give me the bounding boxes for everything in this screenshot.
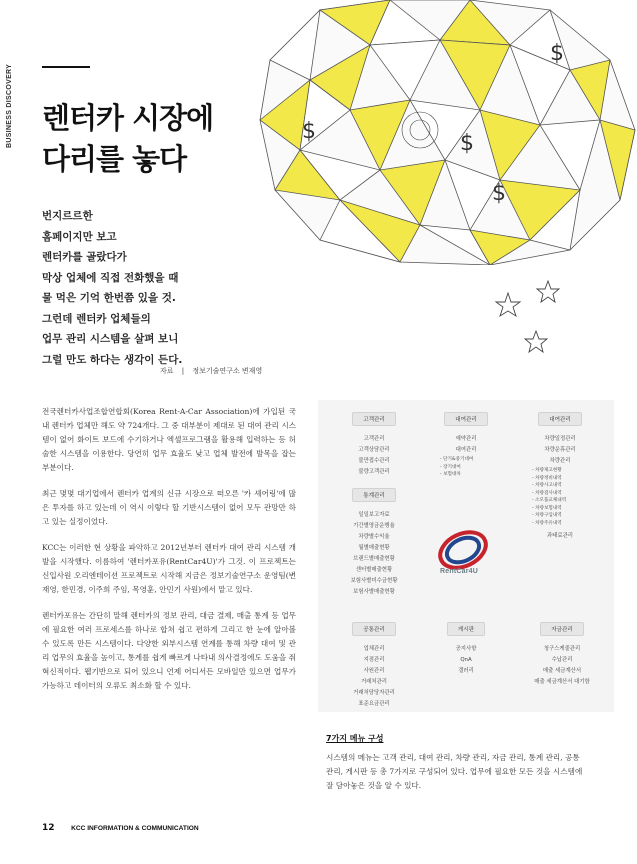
menu-group-customer	[334, 412, 414, 478]
lead-line: 홈페이지만 보고	[42, 230, 117, 243]
menu-item: 사원관리	[363, 668, 385, 674]
menu-group-board	[426, 622, 506, 677]
section-label-text: BUSINESS DISCOVERY	[6, 63, 13, 148]
svg-text:$: $	[302, 119, 316, 144]
menu-subitem: - 차량정비내역	[532, 475, 562, 481]
menu-subitem: - 소모품교체내역	[532, 498, 567, 503]
section-label	[4, 30, 18, 150]
menu-subitem: - 차량사고내역	[532, 483, 562, 488]
menu-subitem: - 단기&중기대여	[440, 457, 474, 462]
menu-item: 월별매출현황	[358, 545, 390, 551]
lead-line: 번지르르한	[42, 210, 93, 222]
lead-line: 막상 업체에 직접 전화했을 때	[42, 271, 179, 284]
menu-item: 표준요금관리	[358, 701, 390, 707]
article-credit	[160, 366, 340, 376]
credit-separator: |	[181, 367, 185, 375]
menu-item: 차량관리	[549, 458, 571, 464]
svg-text:$: $	[492, 181, 506, 206]
body-paragraph: KCC는 이러한 현 상황을 파악하고 2012년부터 렌터카 대여 관리 시스템 개발을 시작했다. 이름하여 '렌터카포유(RentCar4U)'가 그것. 이 프로젝트는 신입사원 오리엔테이션 프로젝트로 시작해 지금은 정보기술연구소 운영팀(변재영, 한민경, 이주희 주임, 목영훈, 안민기 사원)에서 맡고 있다.	[42, 543, 296, 594]
menu-item: 불량고객관리	[358, 469, 390, 475]
title-line-2: 다리를 놓다	[42, 142, 187, 176]
menu-group-common	[334, 622, 414, 710]
menu-item: 지점관리	[363, 657, 385, 663]
menu-item: 차량운휴관리	[544, 447, 576, 453]
menu-item: 과태료관리	[546, 533, 574, 539]
caption-text: 시스템의 메뉴는 고객 관리, 대여 관리, 차량 관리, 자금 관리, 통계 관리, 공통 관리, 게시판 등 총 7가지로 구성되어 있다. 업무에 필요한 모든 것을 시스템에 잘 담아놓은 것을 알 수 있다.	[326, 753, 583, 790]
menu-group-vehicle	[518, 412, 602, 542]
menu-item: 청구스케줄관리	[543, 646, 581, 652]
menu-group-head: 고객관리	[352, 412, 396, 426]
lead-line: 그런데 렌터카 업체들의	[42, 312, 151, 325]
credit-source: 정보기술연구소 변재영	[192, 367, 263, 375]
menu-item: 일일보고자료	[358, 512, 390, 518]
magazine-name: KCC INFORMATION & COMMUNICATION	[71, 825, 199, 832]
menu-item: 차량일정관리	[544, 436, 576, 442]
lead-line: 그럴 만도 하다는 생각이 든다.	[42, 353, 183, 366]
menu-group-head: 대여관리	[444, 412, 488, 426]
menu-item: 불만접수관리	[358, 458, 390, 464]
menu-item: 거래처담당자관리	[353, 690, 395, 696]
menu-item: 공지사항	[455, 646, 477, 652]
menu-item: 대여관리	[455, 447, 477, 453]
menu-subitem: - 차량제고현황	[532, 468, 562, 473]
decorative-stars	[490, 275, 570, 365]
menu-group-head: 게시판	[447, 622, 485, 636]
credit-label: 자료	[160, 367, 174, 375]
menu-subitem: - 보험대차	[440, 472, 461, 477]
menu-item: 보험사별매출현황	[353, 589, 395, 595]
menu-item: QnA	[460, 657, 472, 663]
lead-paragraph	[42, 206, 282, 370]
menu-group-head: 자금관리	[540, 622, 584, 636]
title-rule	[42, 66, 90, 68]
body-paragraph: 최근 몇몇 대기업에서 렌터카 업계의 신규 시장으로 떠오른 '카 셰어링'에 많은 투자를 하고 있는데 이 역시 이렇다 할 기반시스템이 없어 모두 관망만 하고 있는 실정이었다.	[42, 489, 296, 526]
menu-group-head: 공통관리	[352, 622, 396, 636]
menu-subitem: - 차량보험내역	[532, 505, 562, 511]
menu-group-head: 대여관리	[538, 412, 582, 426]
menu-group-head: 통계관리	[352, 488, 396, 502]
page-footer	[42, 823, 199, 833]
menu-group-rental	[426, 412, 506, 479]
lead-line: 렌터카를 골랐다가	[42, 251, 127, 263]
menu-item: 보험사별미수금현황	[350, 578, 398, 584]
body-paragraph: 렌터카포유는 간단히 말해 렌터카의 정보 관리, 대금 결제, 매출 통계 등 업무에 필요한 여러 프로세스를 하나로 합쳐 쉽고 편하게 그리고 한 눈에 알아볼 수 있도록 만든 시스템이다. 다양한 외부시스템 연계를 통해 차량 대여 및 관리 업무의 효율을 높이고, 통계를 쉽게 빠르게 나타내 의사결정에도 도움을 줘 혁신적이다. 웹기반으로 되어 있으니 언제 어디서든 모바일만 있으면 업무가 가능하고 데이터의 오류도 최소화 할 수 있다.	[42, 611, 296, 690]
rentcar4u-logo-text: RentCar4U	[440, 568, 478, 575]
menu-subitem: - 장기대여	[440, 464, 461, 470]
menu-item: 고객관리	[363, 436, 385, 442]
body-paragraph: 전국렌터카사업조합연합회(Korea Rent-A-Car Association)에 가입된 국내 렌터카 업체만 해도 약 724개다. 그 중 대부분이 제대로 된 대여 관리 시스템이 없어 화이트 보드에 수기하거나 엑셀프로그램을 활용해 입력하는 등 허술한 시스템을 이용한다. 당연히 업무 효율도 낮고 업체 발전에 발목을 잡는 부분이다.	[42, 407, 296, 472]
menu-item: 갤러리	[458, 668, 474, 674]
menu-item: 기간별영금운행율	[353, 523, 395, 529]
lead-line: 업무 관리 시스템을 살펴 보니	[42, 333, 179, 345]
menu-item: 고객상담관리	[358, 447, 390, 453]
menu-item: 센터별매출현황	[355, 567, 393, 573]
menu-item: 브랜드별매출현황	[353, 556, 395, 562]
menu-item: 거래처관리	[360, 679, 388, 685]
title-line-1: 렌터카 시장에	[42, 101, 214, 135]
menu-item: 매출 세금계산서	[542, 668, 582, 674]
page-number: 12	[42, 823, 55, 833]
menu-item: 매출 세금계산서 대기함	[534, 679, 590, 685]
menu-item: 차량별수익율	[358, 534, 390, 540]
svg-text:$: $	[460, 131, 474, 156]
lead-line: 물 먹은 기억 한번쯤 있을 것.	[42, 292, 176, 304]
menu-group-funds	[518, 622, 606, 688]
menu-subitem: - 차량구입내역	[532, 513, 562, 518]
caption-title: 7가지 메뉴 구성	[326, 734, 384, 743]
menu-item: 수납관리	[551, 657, 573, 663]
menu-group-statistics	[334, 488, 414, 598]
menu-item: 업체관리	[363, 646, 385, 652]
menu-item: 예약관리	[455, 436, 477, 442]
menu-subitem: - 차량주유내역	[532, 520, 562, 526]
svg-text:$: $	[550, 41, 564, 66]
rentcar4u-logo-icon	[428, 524, 498, 594]
geodesic-globe-illustration	[250, 0, 637, 265]
menu-structure-panel	[318, 400, 614, 712]
menu-subitem: - 차량점사내역	[532, 490, 562, 496]
article-body	[42, 405, 296, 705]
